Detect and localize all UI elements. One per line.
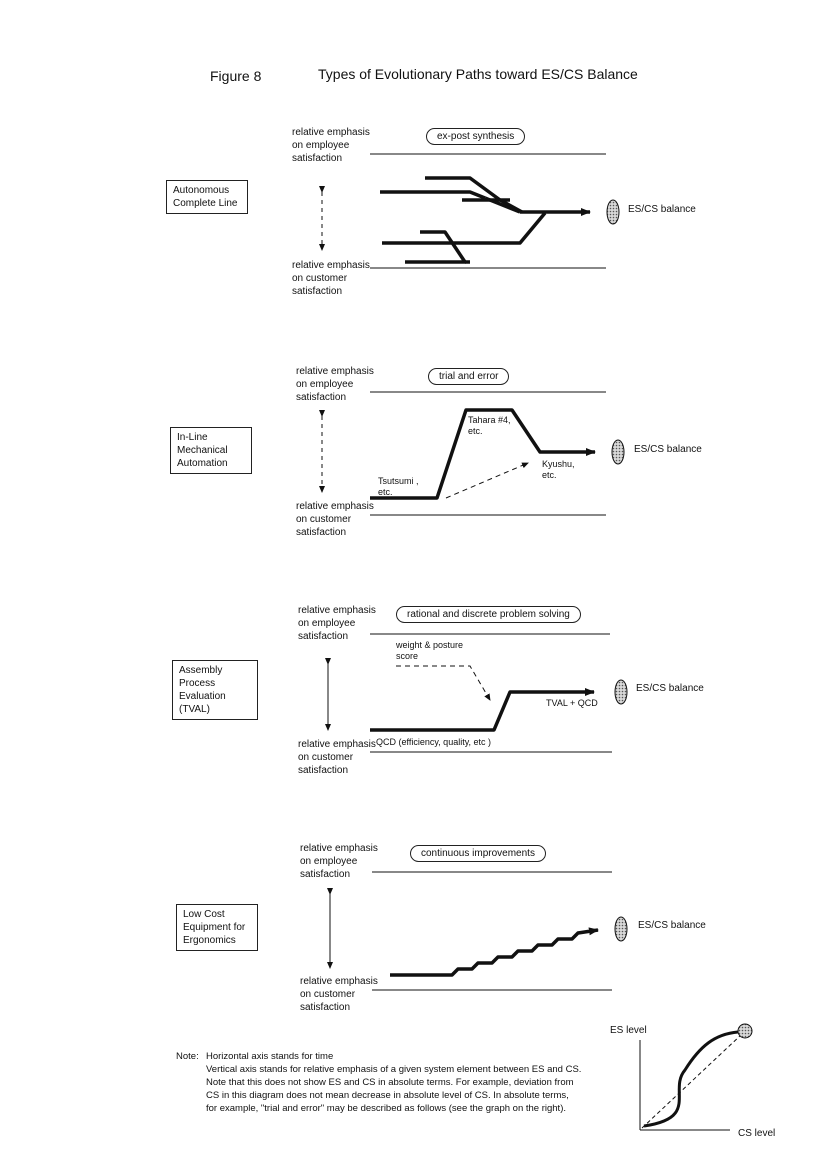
panel-2-annotation-tsutsumi: Tsutsumi , etc. bbox=[378, 476, 419, 497]
panel-3-bottom-axis-label: relative emphasis on customer satisfaction bbox=[298, 739, 376, 776]
note-line-2: Vertical axis stands for relative emphasis of a given system element between ES and CS. Note that this does not show ES and CS in absolute terms. For example, deviation from CS in this diagram does not mean decrease in absolute level of CS. In absolute terms, for example, "trial and error" may be described as follows (see the graph on the right). bbox=[206, 1064, 582, 1114]
panel-1-balance-label: ES/CS balance bbox=[628, 204, 696, 215]
panel-1-paths bbox=[380, 178, 590, 262]
panel-4-type-box: Low Cost Equipment for Ergonomics bbox=[176, 904, 258, 951]
panel-3-annotation-weight: weight & posture score bbox=[396, 640, 464, 661]
note-line-1: Horizontal axis stands for time bbox=[206, 1051, 334, 1062]
panel-2-annotation-tahara: Tahara #4, etc. bbox=[468, 415, 511, 436]
mini-graph bbox=[640, 1024, 752, 1130]
panel-3-graphic bbox=[328, 634, 627, 752]
mini-graph-balance-icon bbox=[738, 1024, 752, 1038]
panel-3-balance-label: ES/CS balance bbox=[636, 683, 704, 694]
panel-2-type-box: In-Line Mechanical Automation bbox=[170, 427, 252, 474]
panel-2-top-axis-label: relative emphasis on employee satisfaction bbox=[296, 366, 374, 403]
mini-graph-x-label: CS level bbox=[738, 1128, 776, 1139]
panel-4-graphic bbox=[330, 872, 627, 990]
panel-3-dashed-arrow bbox=[396, 666, 490, 700]
panel-2-graphic bbox=[322, 392, 624, 515]
panel-4-bottom-axis-label: relative emphasis on customer satisfaction bbox=[300, 976, 378, 1013]
figure-number: Figure 8 bbox=[210, 68, 262, 84]
panel-3-top-axis-label: relative emphasis on employee satisfaction bbox=[298, 605, 376, 642]
panel-4-top-axis-label: relative emphasis on employee satisfaction bbox=[300, 843, 378, 880]
panel-4-balance-icon bbox=[615, 917, 627, 941]
mini-graph-y-label: ES level bbox=[610, 1025, 647, 1036]
panel-2-balance-label: ES/CS balance bbox=[634, 444, 702, 455]
panel-3-process-pill: rational and discrete problem solving bbox=[396, 606, 581, 623]
panel-1-balance-icon bbox=[607, 200, 619, 224]
panel-2-balance-icon bbox=[612, 440, 624, 464]
panel-3-annotation-tval: TVAL + QCD bbox=[546, 698, 598, 708]
panel-1-type-box: Autonomous Complete Line bbox=[166, 180, 248, 214]
mini-graph-diagonal bbox=[642, 1034, 742, 1128]
panel-4-path bbox=[390, 930, 598, 975]
panel-2-dashed-arrow bbox=[446, 463, 528, 498]
panel-4-process-pill: continuous improvements bbox=[410, 845, 546, 862]
panel-2-annotation-kyushu: Kyushu, etc. bbox=[542, 459, 575, 480]
panel-1-process-pill: ex-post synthesis bbox=[426, 128, 525, 145]
figure-title: Types of Evolutionary Paths toward ES/CS Balance bbox=[318, 66, 638, 82]
panel-1-graphic bbox=[322, 154, 619, 268]
panel-1-bottom-axis-label: relative emphasis on customer satisfaction bbox=[292, 260, 370, 297]
panel-4-balance-label: ES/CS balance bbox=[638, 920, 706, 931]
panel-3-annotation-qcd: QCD (efficiency, quality, etc ) bbox=[376, 737, 492, 747]
panel-2-process-pill: trial and error bbox=[428, 368, 509, 385]
panel-3-type-box: Assembly Process Evaluation (TVAL) bbox=[172, 660, 258, 720]
panel-3-balance-icon bbox=[615, 680, 627, 704]
mini-graph-curve bbox=[644, 1032, 738, 1126]
panel-2-bottom-axis-label: relative emphasis on customer satisfaction bbox=[296, 501, 374, 538]
panel-1-top-axis-label: relative emphasis on employee satisfaction bbox=[292, 127, 370, 164]
note-label: Note: bbox=[176, 1051, 199, 1062]
